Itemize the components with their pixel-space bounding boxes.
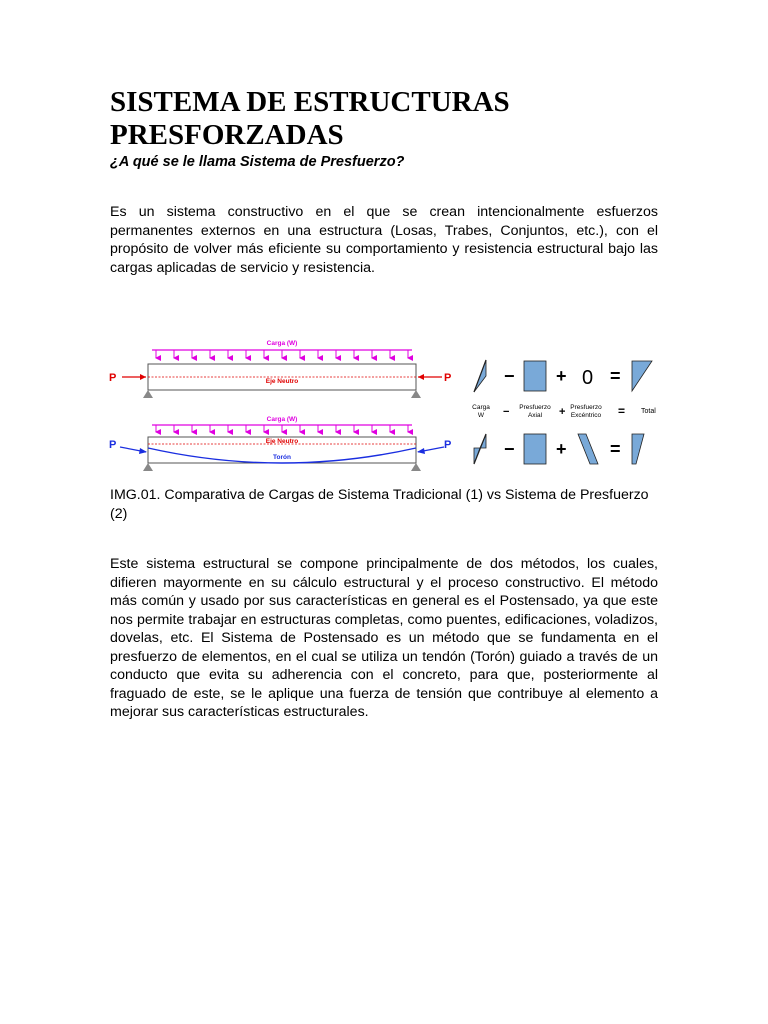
- beam-1-group: [109, 340, 451, 398]
- diagram-total-2: [632, 434, 644, 464]
- eq2-minus: −: [504, 439, 515, 459]
- label-carga-w: W: [477, 412, 485, 419]
- eq1-zero: 0: [582, 367, 594, 389]
- label-exc-1: Presfuerzo: [570, 404, 602, 411]
- stress-equation-1: [474, 360, 652, 392]
- beam2-load-arrows: [156, 425, 408, 432]
- eq2-equals: =: [610, 439, 621, 459]
- label-total: Total: [641, 408, 656, 415]
- beam1-load-arrows: [156, 350, 408, 358]
- eq1-minus: −: [504, 366, 515, 386]
- label-carga: Carga: [472, 404, 490, 411]
- beam-2-group: [109, 416, 451, 471]
- methods-paragraph: Este sistema estructural se compone principalmente de dos métodos, los cuales, difieren mayormente en su cálculo estructural y el proceso constructivo. El método más común y usado por sus características en general es el Postensado, ya que este nos permite trabajar en estructuras completas, como puentes, edificaciones, voladizos, dovelas, etc. El Sistema de Postensado es un método que se fundamenta en el presfuerzo de elementos, en el cual se utiliza un tendón (Torón) guiado a través de un conducto que evita su adherencia con el concreto, para que, posteriormente al fraguado de este, se le aplique una fuerza de tensión que contribuye al elemento a mejorar sus características estructurales.: [110, 556, 658, 720]
- label-plus: +: [559, 406, 566, 418]
- label-eq: =: [618, 404, 626, 418]
- diagram-total-1: [632, 361, 652, 391]
- beam1-axis-label: Eje Neutro: [265, 378, 299, 385]
- beam1-force-left-head: [140, 374, 146, 380]
- beam2-load-label: Carga (W): [266, 416, 298, 423]
- beam1-force-right-head: [418, 374, 424, 380]
- eq2-plus: +: [556, 439, 567, 459]
- beam2-right-support: [411, 463, 421, 471]
- label-axial-1: Presfuerzo: [519, 404, 551, 411]
- beam2-force-right-label: P: [444, 439, 452, 451]
- eq1-plus: +: [556, 366, 567, 386]
- beam1-force-left-label: P: [109, 372, 117, 384]
- document-title: SISTEMA DE ESTRUCTURAS PRESFORZADAS: [110, 86, 510, 151]
- label-axial-2: Axial: [527, 412, 543, 419]
- beam1-load-label: Carga (W): [266, 340, 298, 347]
- prestress-comparison-figure: [104, 330, 664, 480]
- diagram-axial-1: [524, 361, 546, 391]
- label-exc-2: Excéntrico: [570, 412, 602, 419]
- beam2-axis-label: Eje Neutro: [265, 438, 299, 445]
- beam2-tendon-label: Torón: [273, 454, 291, 461]
- beam2-force-left-label: P: [109, 439, 117, 451]
- label-minus: −: [503, 406, 510, 418]
- eq1-equals: =: [610, 366, 621, 386]
- figure-svg: [104, 330, 664, 480]
- diagram-axial-2: [524, 434, 546, 464]
- intro-paragraph: Es un sistema constructivo en el que se crean intencionalmente esfuerzos permanentes externos en una estructura (Losas, Trabes, Conjuntos, etc.), con el propósito de volver más eficiente su comportamiento y resistencia estructural bajo las cargas aplicadas de servicio y resistencia.: [110, 204, 658, 276]
- stress-labels: [472, 404, 656, 419]
- document-subtitle: ¿A qué se le llama Sistema de Presfuerzo?: [110, 154, 405, 170]
- stress-equation-2: [474, 434, 644, 464]
- beam2-left-support: [143, 463, 153, 471]
- beam1-right-support: [411, 390, 421, 398]
- diagram-eccentric-2: [578, 434, 598, 464]
- beam1-left-support: [143, 390, 153, 398]
- beam1-force-right-label: P: [444, 372, 452, 384]
- beam2-force-left-head: [139, 448, 147, 454]
- figure-caption: IMG.01. Comparativa de Cargas de Sistema Tradicional (1) vs Sistema de Presfuerzo (2): [110, 487, 649, 522]
- beam2-force-right-head: [417, 448, 425, 454]
